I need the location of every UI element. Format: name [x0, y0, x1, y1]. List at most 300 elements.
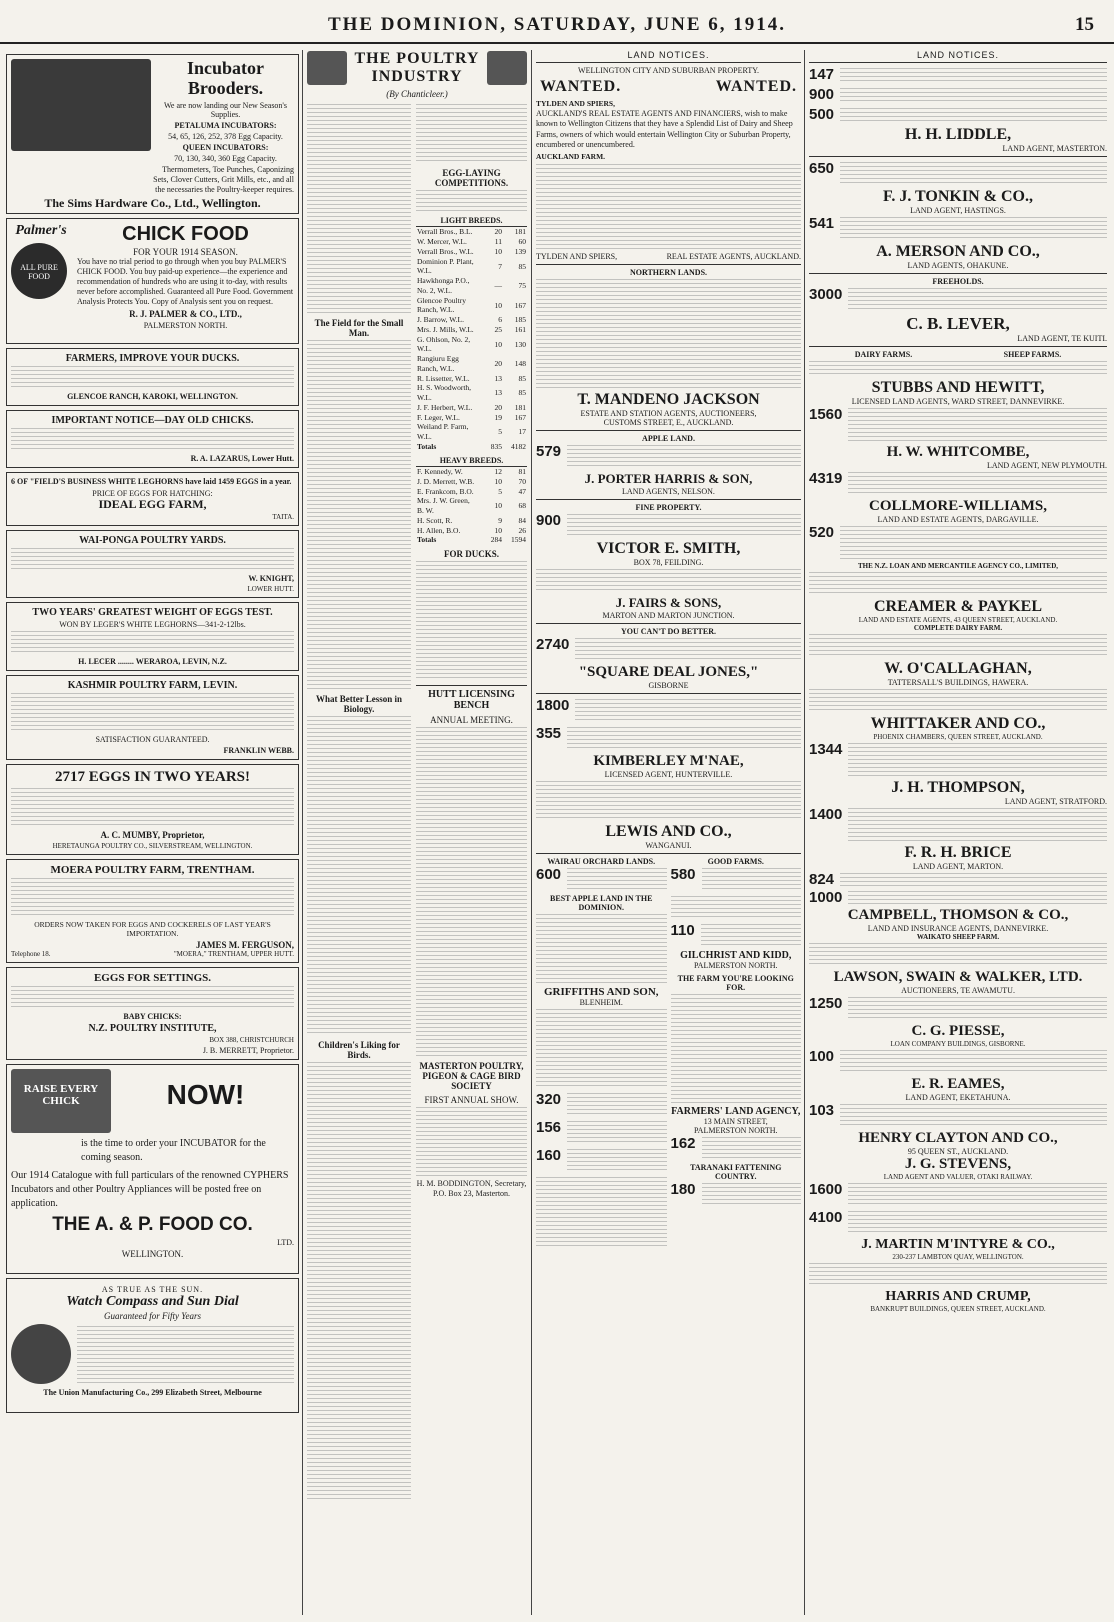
two-years-sub: WON BY LEGER'S WHITE LEGHORNS—341-2-12lbs. — [59, 620, 246, 630]
section-heading: HUTT LICENSING BENCH — [416, 685, 527, 711]
basket-illustration — [487, 51, 527, 85]
brice-place: LAND AGENT, MARTON. — [912, 862, 1004, 871]
incubator-illustration — [11, 59, 151, 151]
notice-text — [809, 1263, 1107, 1287]
kashmir-ad — [6, 675, 299, 760]
light-breeds-table — [416, 216, 527, 452]
notice-text — [567, 1093, 666, 1117]
article-text — [416, 104, 527, 164]
acreage-figure: 4319 — [809, 470, 843, 487]
clayton-firm: HENRY CLAYTON AND CO., — [858, 1130, 1058, 1146]
fine-property: FINE PROPERTY. — [635, 503, 702, 513]
acreage-figure: 1800 — [536, 697, 570, 715]
notice-sign: R. A. LAZARUS, Lower Hutt. — [190, 454, 294, 463]
waiponga-sign: W. KNIGHT, — [248, 574, 294, 584]
notice-text — [536, 1009, 667, 1089]
ad-text-block — [11, 878, 294, 918]
wairau-heading: WAIRAU ORCHARD LANDS. — [547, 857, 656, 867]
notice-text — [848, 472, 1107, 496]
land-notices-head: LAND NOTICES. — [536, 50, 801, 63]
table-row — [416, 335, 527, 355]
notice-text — [840, 68, 1107, 84]
eggs-for-settings-ad — [6, 967, 299, 1060]
eggs-2717-sign: A. C. MUMBY, Proprietor, — [100, 829, 205, 840]
notice-text — [840, 526, 1107, 560]
egg-count: 284 — [490, 535, 502, 545]
institute-name: N.Z. POULTRY INSTITUTE, — [88, 1022, 217, 1034]
egg-count: 167 — [514, 300, 526, 310]
table-row — [416, 296, 527, 316]
northern-lands: NORTHERN LANDS. — [629, 268, 708, 278]
raise-chick-badge: RAISE EVERY CHICK — [11, 1069, 111, 1133]
chick-food-firm: R. J. PALMER & CO., LTD., — [129, 309, 242, 319]
table-row — [416, 535, 527, 545]
complete-dairy: COMPLETE DAIRY FARM. — [913, 624, 1003, 632]
cant-do-better: YOU CAN'T DO BETTER. — [621, 627, 716, 637]
whitcombe-place: LAND AGENT, NEW PLYMOUTH. — [986, 461, 1107, 470]
institute-box: BOX 388, CHRISTCHURCH — [209, 1035, 294, 1044]
mintyre-place: 230-237 LAMBTON QUAY, WELLINGTON. — [892, 1253, 1024, 1261]
column-land-notices-1 — [536, 50, 801, 1615]
column-poultry-article — [307, 50, 527, 1615]
raise-line1: is the time to order your INCUBATOR for the coming season. — [81, 1137, 266, 1163]
porter-place: LAND AGENTS, NELSON. — [622, 487, 715, 497]
article-title: THE POULTRY INDUSTRY — [354, 50, 480, 85]
acreage-figure: 103 — [809, 1102, 835, 1119]
moera-sub: ORDERS NOW TAKEN FOR EGGS AND COCKERELS OF LAST YEAR'S IMPORTATION. — [34, 919, 271, 938]
table-row — [416, 422, 527, 442]
acreage-figure: 824 — [809, 871, 835, 888]
masthead — [0, 0, 1114, 44]
eggs-setting-title: EGGS FOR SETTINGS. — [93, 971, 212, 984]
lewis-firm: LEWIS AND CO., — [605, 823, 732, 841]
egg-count: 84 — [518, 515, 526, 525]
compass-sub: Guaranteed for Fifty Years — [104, 1311, 201, 1322]
notice-text — [567, 514, 801, 538]
article-text — [416, 190, 527, 214]
incubator-title: Incubator Brooders. — [186, 58, 264, 98]
notice-text — [809, 572, 1107, 596]
notice-text — [848, 408, 1107, 442]
farmers-title: FARMERS, IMPROVE YOUR DUCKS. — [65, 353, 240, 364]
clayton-place: 95 QUEEN ST., AUCKLAND. — [907, 1147, 1009, 1156]
acreage-figure: 100 — [809, 1048, 835, 1065]
kashmir-sign: FRANKLIN WEBB. — [223, 746, 294, 756]
entrant-name: Weiland P. Farm, W.L. — [417, 422, 469, 442]
entrant-name: W. Mercer, W.L. — [417, 237, 467, 247]
hen-illustration — [307, 51, 347, 85]
entrant-name: Mrs. J. W. Green, B. W. — [417, 496, 470, 516]
egg-count: 10 — [494, 476, 502, 486]
moera-sign: JAMES M. FERGUSON, — [195, 939, 294, 950]
notice-text — [840, 1104, 1107, 1128]
liddle-place: LAND AGENT, MASTERTON. — [1002, 144, 1107, 153]
ad-text-block — [11, 428, 294, 452]
kashmir-title: KASHMIR POULTRY FARM, LEVIN. — [67, 680, 238, 692]
entrant-name: Totals — [417, 535, 437, 545]
masterton-sign: H. M. BODDINGTON, Secretary, P.O. Box 23, Masterton. — [416, 1179, 527, 1199]
ad-text-block — [11, 788, 294, 828]
notice-text — [567, 445, 801, 469]
notice-text — [840, 108, 1107, 124]
ocallaghan-place: TATTERSALL'S BUILDINGS, HAWERA. — [887, 678, 1029, 687]
egg-count: 1594 — [511, 535, 526, 545]
incubator-item: 70, 130, 340, 360 Egg Capacity. — [174, 153, 277, 163]
moera-title: MOERA POULTRY FARM, TRENTHAM. — [50, 863, 255, 876]
article-text — [416, 1107, 527, 1177]
egg-count: 68 — [518, 501, 526, 511]
table-row — [416, 516, 527, 526]
table-row — [416, 442, 527, 452]
column-land-notices-2 — [809, 50, 1107, 1615]
table-row — [416, 227, 527, 237]
entrant-name: Verrall Bros., W.L. — [417, 246, 474, 256]
egg-count: 148 — [514, 359, 526, 369]
acreage-figure: 3000 — [809, 286, 843, 303]
egg-count: 85 — [518, 373, 526, 383]
notice-text — [536, 781, 801, 821]
egg-count: 161 — [514, 324, 526, 334]
tonkin-firm: F. J. TONKIN & CO., — [883, 188, 1033, 205]
egg-count: 20 — [494, 359, 502, 369]
compass-firm: The Union Manufacturing Co., 299 Elizabeth Street, Melbourne — [43, 1388, 262, 1398]
collmore-place: LAND AND ESTATE AGENTS, DARGAVILLE. — [877, 515, 1039, 524]
article-text — [416, 561, 527, 681]
notice-text — [671, 896, 802, 920]
notice-text — [567, 1121, 666, 1145]
egg-count: 11 — [494, 237, 502, 247]
ad-text-block — [11, 986, 294, 1010]
compass-ad — [6, 1278, 299, 1413]
table-row — [416, 325, 527, 335]
egg-count: 4182 — [511, 441, 526, 451]
entrant-name: Verrall Bros., B.L. — [417, 227, 473, 237]
acreage-figure: 650 — [809, 160, 835, 177]
acreage-figure: 2740 — [536, 636, 570, 654]
egg-count: 6 — [498, 315, 502, 325]
chick-food-body: You have no trial period to go through when you buy PALMER'S CHICK FOOD. You buy paid-up experience—the experience and recommendation of hundreds who are using it to-day, with results never before accomplished. Guaranteed all Pure Food. Government Analysis Protects You. Copy of Analysis sent you on request. — [77, 257, 294, 306]
piesse-firm: C. G. PIESSE, — [911, 1023, 1005, 1039]
stevens-firm: J. G. STEVENS, — [904, 1156, 1012, 1172]
mandeno-addr: CUSTOMS STREET, E., AUCKLAND. — [603, 418, 734, 428]
egg-count: 13 — [494, 373, 502, 383]
egg-count: 70 — [518, 476, 526, 486]
collmore-firm: COLLMORE-WILLIAMS, — [869, 498, 1047, 514]
article-text — [307, 340, 411, 690]
thompson-place: LAND AGENT, STRATFORD. — [1004, 797, 1107, 806]
egg-count: 9 — [498, 515, 502, 525]
table-row — [416, 247, 527, 257]
palmers-logo: Palmer's — [15, 223, 67, 238]
egg-count: 181 — [514, 402, 526, 412]
leghorns-ad — [6, 472, 299, 526]
entrant-name: J. F. Herbert, W.L. — [417, 402, 473, 412]
acreage-figure: 541 — [809, 215, 835, 232]
ad-text-block — [11, 366, 294, 390]
entrant-name: J. D. Merrett, W.B. — [417, 476, 475, 486]
griffiths-firm: GRIFFITHS AND SON, — [543, 986, 659, 999]
table-row — [416, 374, 527, 384]
moera-place: "MOERA," TRENTHAM, UPPER HUTT. — [173, 949, 294, 958]
column-rule — [804, 50, 805, 1615]
egg-count: 85 — [518, 388, 526, 398]
notice-text — [536, 164, 801, 250]
notice-text — [840, 217, 1107, 241]
egg-count: 12 — [494, 467, 502, 477]
entrant-name: H. S. Woodworth, W.L. — [417, 383, 472, 403]
taranaki-heading: TARANAKI FATTENING COUNTRY. — [690, 1163, 782, 1182]
nzloan: THE N.Z. LOAN AND MERCANTILE AGENCY CO., LIMITED, — [857, 562, 1059, 570]
notice-text — [809, 689, 1107, 713]
egg-count: 85 — [518, 261, 526, 271]
campbell-firm: CAMPBELL, THOMSON & CO., — [847, 907, 1069, 923]
entrant-name: Glencoe Poultry Ranch, W.L. — [417, 295, 466, 315]
raise-now: NOW! — [166, 1078, 245, 1110]
heavy-breeds-table — [416, 456, 527, 545]
liddle-firm: H. H. LIDDLE, — [904, 126, 1012, 143]
raise-line2: Our 1914 Catalogue with full particulars of the renowned CYPHERS Incubators and other Poultry Appliances will be posted free on application. — [11, 1169, 289, 1209]
ad-text-block — [11, 693, 294, 733]
newspaper-title: THE DOMINION, SATURDAY, JUNE 6, 1914. — [327, 14, 787, 35]
merson-place: LAND AGENTS, OHAKUNE. — [907, 261, 1009, 270]
acreage-figure: 110 — [670, 922, 695, 940]
notice-text — [848, 1183, 1107, 1207]
notice-text — [701, 924, 801, 948]
harris-firm: HARRIS AND CRUMP, — [885, 1289, 1031, 1304]
notice-text — [575, 699, 801, 723]
entrant-name: H. Scott, R. — [417, 515, 453, 525]
ocallaghan-firm: W. O'CALLAGHAN, — [884, 660, 1032, 677]
eames-place: LAND AGENT, EKETAHUNA. — [905, 1093, 1011, 1102]
two-years-title: TWO YEARS' GREATEST WEIGHT OF EGGS TEST. — [32, 607, 273, 619]
section-heading: What Better Lesson in Biology. — [315, 694, 403, 714]
egg-count: 185 — [514, 315, 526, 325]
section-subheading: ANNUAL MEETING. — [430, 715, 513, 726]
first-show: FIRST ANNUAL SHOW. — [424, 1095, 519, 1106]
article-text — [307, 1062, 411, 1502]
egg-count: 10 — [494, 300, 502, 310]
egg-count: 10 — [494, 525, 502, 535]
stubbs-place: LICENSED LAND AGENTS, WARD STREET, DANNEVIRKE. — [851, 397, 1065, 406]
stevens-place: LAND AGENT AND VALUER, OTAKI RAILWAY. — [883, 1173, 1033, 1181]
incubator-item: Thermometers, Toe Punches, Caponizing Sets, Clover Cutters, Grit Mills, etc., and all the necessaries the Poultry-keeper requires. — [153, 164, 294, 194]
table-row — [416, 237, 527, 247]
notice-text — [809, 361, 1107, 377]
article-byline: (By Chanticleer.) — [386, 89, 448, 99]
notice-text — [671, 994, 802, 1104]
egg-count: 139 — [514, 246, 526, 256]
creamer-place: LAND AND ESTATE AGENTS, 43 QUEEN STREET, AUCKLAND. — [858, 616, 1058, 624]
egg-count: 5 — [498, 427, 502, 437]
gilchrist-place: PALMERSTON NORTH. — [693, 961, 778, 971]
table-row — [416, 526, 527, 536]
lever-place: LAND AGENT, TE KUITI. — [1017, 334, 1107, 343]
acreage-figure: 162 — [670, 1135, 696, 1153]
entrant-name: E. Frankcom, B.O. — [417, 486, 474, 496]
jfairs-firm: J. FAIRS & SONS, — [615, 595, 722, 611]
notice-text — [809, 634, 1107, 658]
chick-food-season: FOR YOUR 1914 SEASON. — [133, 247, 238, 257]
gilchrist-firm: GILCHRIST AND KIDD, — [680, 950, 792, 962]
farmers-agency: FARMERS' LAND AGENCY, — [671, 1106, 801, 1118]
leghorns-firm: IDEAL EGG FARM, — [98, 497, 207, 511]
table-row — [416, 487, 527, 497]
leghorns-title: 6 OF "FIELD'S BUSINESS WHITE LEGHORNS have laid 1459 EGGS in a year. — [11, 477, 292, 486]
notice-text — [567, 1149, 666, 1173]
freeholds: FREEHOLDS. — [932, 277, 984, 286]
ap-food-place: WELLINGTON. — [121, 1248, 184, 1259]
incubator-sub: We are now landing our New Season's Supplies. — [164, 100, 287, 119]
waikato-sheep: WAIKATO SHEEP FARM. — [916, 933, 1000, 941]
day-old-chicks-ad — [6, 410, 299, 468]
acreage-figure: 1344 — [809, 741, 843, 758]
acreage-figure: 900 — [536, 512, 562, 530]
acreage-figure: 320 — [536, 1091, 562, 1109]
egg-count: 5 — [498, 486, 502, 496]
tylden-place: REAL ESTATE AGENTS, AUCKLAND. — [666, 252, 801, 262]
article-text — [307, 104, 411, 314]
kimberley-place: LICENSED AGENT, HUNTERVILLE. — [604, 770, 733, 780]
table-row — [416, 477, 527, 487]
baby-chicks: BABY CHICKS: — [123, 1011, 182, 1021]
notice-text — [536, 914, 667, 984]
acreage-figure: 520 — [809, 524, 835, 541]
notice-text — [536, 279, 801, 389]
victor-place: BOX 78, FEILDING. — [633, 558, 704, 568]
incubator-ad — [6, 54, 299, 214]
auckland-farm: AUCKLAND FARM. — [536, 152, 606, 162]
brice-firm: F. R. H. BRICE — [904, 844, 1012, 861]
egg-count: 60 — [518, 237, 526, 247]
farmers-sign: GLENCOE RANCH, KAROKI, WELLINGTON. — [67, 392, 238, 401]
sun-face-illustration — [11, 1324, 71, 1384]
mandeno-firm: T. MANDENO JACKSON — [577, 391, 760, 409]
egg-count: 130 — [514, 339, 526, 349]
egg-count: — — [494, 281, 502, 291]
notice-text — [567, 727, 801, 751]
notice-text — [848, 808, 1107, 842]
entrant-name: Dominion P. Plant, W.L. — [417, 256, 474, 276]
article-text — [416, 727, 527, 1057]
notice-text — [536, 569, 801, 593]
masterton-society: MASTERTON POULTRY, PIGEON & CAGE BIRD SOCIETY — [419, 1061, 524, 1092]
acreage-figure: 1400 — [809, 806, 843, 823]
leghorns-sub: PRICE OF EGGS FOR HATCHING: — [92, 489, 213, 498]
egg-count: 10 — [494, 339, 502, 349]
egg-count: 81 — [518, 467, 526, 477]
farmers-place: PALMERSTON NORTH. — [693, 1126, 778, 1136]
table-row — [416, 413, 527, 423]
farm-looking: THE FARM YOU'RE LOOKING FOR. — [677, 974, 794, 993]
campbell-place: LAND AND INSURANCE AGENTS, DANNEVIRKE. — [867, 924, 1049, 933]
page-number: 15 — [1075, 14, 1094, 35]
wanted-heading: WANTED. — [715, 78, 797, 95]
acreage-figure: 1250 — [809, 995, 843, 1012]
section-heading: Children's Liking for Birds. — [318, 1040, 400, 1060]
whittaker-firm: WHITTAKER AND CO., — [870, 715, 1046, 732]
notice-text — [848, 743, 1107, 777]
entrant-name: R. Lissetter, W.L. — [417, 373, 470, 383]
eames-firm: E. R. EAMES, — [911, 1076, 1005, 1092]
ap-food-firm: THE A. & P. FOOD CO. — [52, 1213, 253, 1235]
land-notices-head: LAND NOTICES. — [809, 50, 1107, 63]
acreage-figure: 1560 — [809, 406, 843, 423]
table-row — [416, 276, 527, 296]
article-text — [307, 716, 411, 1036]
egg-count: 10 — [494, 246, 502, 256]
entrant-name: F. Kennedy, W. — [417, 467, 463, 477]
acreage-figure: 580 — [670, 866, 696, 884]
notice-text — [848, 891, 1107, 905]
entrant-name: Totals — [417, 441, 437, 451]
waiponga-ad — [6, 530, 299, 598]
acreage-figure: 579 — [536, 443, 562, 461]
acreage-figure: 500 — [809, 106, 835, 123]
lever-firm: C. B. LEVER, — [906, 314, 1010, 333]
entrant-name: F. Leger, W.L. — [417, 412, 460, 422]
moera-phone: Telephone 18. — [11, 949, 51, 958]
two-years-sign: H. LECER ........ WERAROA, LEVIN, N.Z. — [78, 657, 227, 667]
notice-text — [840, 162, 1107, 186]
notice-text — [702, 868, 801, 892]
chick-food-ad — [6, 218, 299, 344]
incubator-item: PETALUMA INCUBATORS: — [174, 120, 277, 130]
two-years-test-ad — [6, 602, 299, 671]
sheep-farms: SHEEP FARMS. — [1003, 350, 1062, 359]
compass-title: Watch Compass and Sun Dial — [66, 1293, 239, 1309]
incubator-firm: The Sims Hardware Co., Ltd., Wellington. — [44, 195, 261, 210]
table-row — [416, 354, 527, 374]
harris-place: BANKRUPT BUILDINGS, QUEEN STREET, AUCKLAND. — [870, 1305, 1046, 1313]
table-row — [416, 257, 527, 277]
kimberley-firm: KIMBERLEY M'NAE, — [593, 753, 744, 770]
notice-text — [840, 88, 1107, 104]
acreage-figure: 156 — [536, 1119, 562, 1137]
incubator-item: 54, 65, 126, 252, 378 Egg Capacity. — [168, 131, 283, 141]
victor-firm: VICTOR E. SMITH, — [596, 540, 741, 558]
entrant-name: J. Barrow, W.L. — [417, 315, 465, 325]
square-deal: "SQUARE DEAL JONES," — [578, 664, 759, 681]
egg-count: 10 — [494, 501, 502, 511]
column-poultry-ads — [6, 50, 299, 1615]
creamer-firm: CREAMER & PAYKEL — [873, 598, 1042, 615]
eggs-2717-place: HERETAUNGA POULTRY CO., SILVERSTREAM, WELLINGTON. — [52, 841, 253, 850]
egg-count: 181 — [514, 227, 526, 237]
whittaker-place: PHOENIX CHAMBERS, QUEEN STREET, AUCKLAND. — [873, 733, 1043, 741]
merson-firm: A. MERSON AND CO., — [876, 243, 1040, 260]
entrant-name: G. Ohlson, No. 2, W.L. — [417, 334, 471, 354]
egg-count: 75 — [518, 281, 526, 291]
pure-food-badge: ALL PURE FOOD — [11, 243, 67, 299]
notice-text — [840, 873, 1107, 887]
acreage-figure: 4100 — [809, 1209, 843, 1226]
egg-count: 17 — [518, 427, 526, 437]
egg-count: 20 — [494, 402, 502, 412]
farmers-addr: 13 MAIN STREET, — [703, 1117, 768, 1127]
ad-text-block — [77, 1326, 294, 1384]
notice-text — [536, 1177, 667, 1247]
acreage-figure: 355 — [536, 725, 562, 743]
apple-land: APPLE LAND. — [642, 434, 695, 444]
column-rule — [302, 50, 303, 1615]
griffiths-place: BLENHEIM. — [579, 998, 623, 1008]
notice-title: IMPORTANT NOTICE—DAY OLD CHICKS. — [51, 415, 254, 426]
leghorns-place: TAITA. — [272, 513, 294, 522]
notice-text — [848, 288, 1107, 312]
good-farms-heading: GOOD FARMS. — [707, 857, 764, 867]
institute-sign: J. B. MERRETT, Proprietor. — [202, 1045, 294, 1055]
table-row — [416, 383, 527, 403]
